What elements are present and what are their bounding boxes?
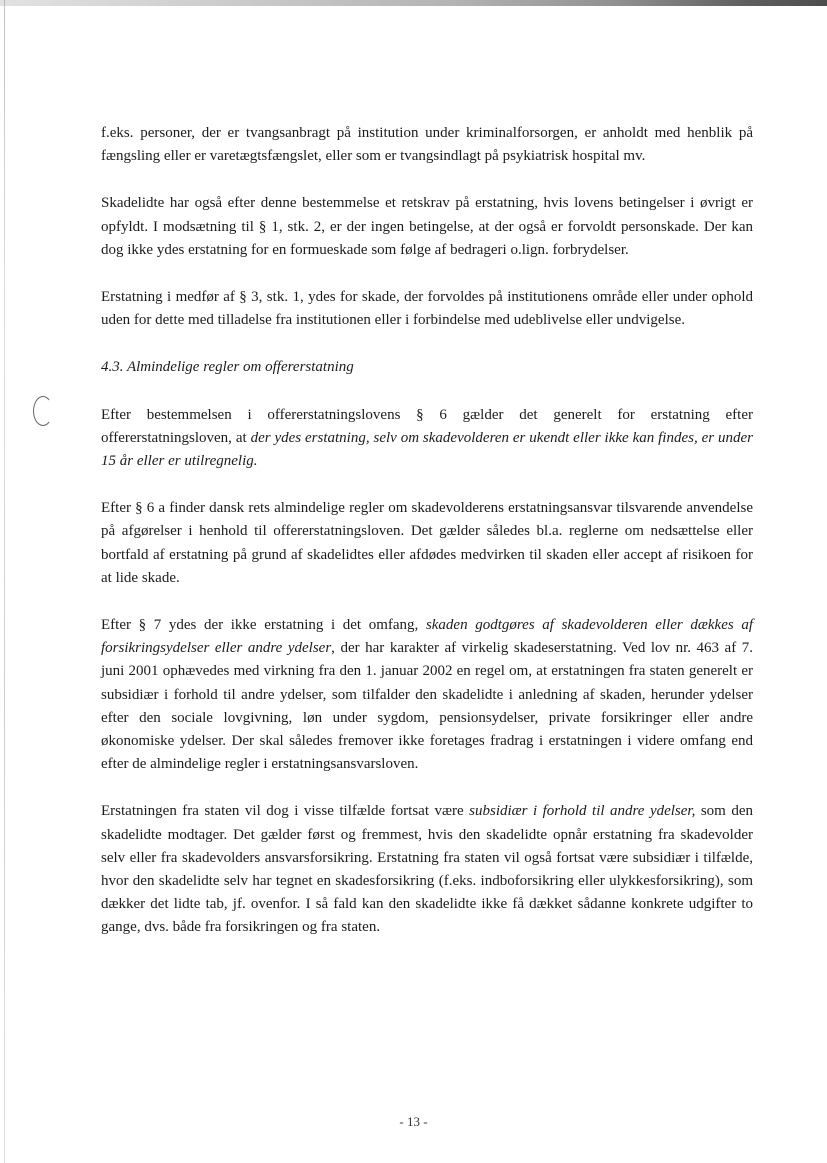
- section-heading: 4.3. Almindelige regler om offererstatning: [101, 359, 354, 376]
- paragraph-italic-text: subsidiær i forhold til andre ydelser,: [469, 803, 696, 820]
- paragraph-text: Skadelidte har også efter denne bestemmelse et retskrav på erstatning, hvis lovens betingelser i øvrigt er opfyldt. I modsætning til § 1, stk. 2, er der ingen betingelse, at der også er forvoldt personskade. Der kan dog ikke ydes erstatning for en formueskade som følge af bedrageri o.lign. forbrydelser.: [101, 195, 753, 258]
- paragraph-section-7: [101, 614, 753, 776]
- paragraph-institution-persons: [101, 122, 753, 168]
- paragraph-text: Efter § 7 ydes der ikke erstatning i det omfang,: [101, 617, 426, 634]
- page-body: [101, 122, 753, 964]
- paragraph-text: som den skadelidte modtager. Det gælder først og fremmest, hvis den skadelidte opnår erstatning fra skadevolder selv eller fra skadevolders ansvarsforsikring. Erstatning fra staten vil også fortsat være subsidiær i tilfælde, hvor den skadelidte selv har tegnet en skadesforsikring (f.eks. indboforsikring eller ulykkesforsikring), som dækker det lidte tab, jf. ovenfor. I så fald kan den skadelidte ikke få dækket sådanne konkrete udgifter to gange, dvs. både fra forsikringen og fra staten.: [101, 803, 753, 936]
- paragraph-text: f.eks. personer, der er tvangsanbragt på institution under kriminalforsorgen, er anholdt med henblik på fængsling eller er varetægtsfængslet, eller som er tvangsindlagt på psykiatrisk hospital mv.: [101, 125, 753, 165]
- punch-hole-mark: [33, 396, 53, 426]
- page-number: - 13 -: [399, 1114, 428, 1129]
- scan-edge-left: [4, 0, 5, 1163]
- paragraph-legal-claim: [101, 192, 753, 262]
- paragraph-text: Efter bestemmelsen i offererstatningslovens § 6 gælder det generelt for erstatning efter offererstatningsloven, at: [101, 406, 753, 446]
- paragraph-subsidiary-compensation: [101, 800, 753, 939]
- paragraph-section-3-damage: [101, 286, 753, 332]
- paragraph-text: Erstatning i medfør af § 3, stk. 1, ydes for skade, der forvoldes på institutionens område eller under ophold uden for dette med tilladelse fra institutionen eller i forbindelse med udeblivelse eller undvigelse.: [101, 289, 753, 329]
- paragraph-section-6: [101, 404, 753, 474]
- paragraph-text: Efter § 6 a finder dansk rets almindelige regler om skadevolderens erstatningsansvar tilsvarende anvendelse på afgørelser i henhold til offererstatningsloven. Det gælder således bl.a. reglerne om nedsættelse eller bortfald af erstatning på grund af skadelidtes eller afdødes medvirken til skaden eller accept af risikoen for at lide skade.: [101, 500, 753, 586]
- paragraph-section-6a: [101, 497, 753, 590]
- paragraph-text: Erstatningen fra staten vil dog i visse tilfælde fortsat være: [101, 803, 470, 820]
- paragraph-text: , der har karakter af virkelig skadeserstatning. Ved lov nr. 463 af 7. juni 2001 ophævedes med virkning fra den 1. januar 2002 en regel om, at erstatningen fra staten generelt er subsidiær i forhold til andre ydelser, som tilfalder den skadelidte i anledning af skaden, herunder ydelser efter den sociale lovgivning, løn under sygdom, pensionsydelser, private forsikringer eller andre økonomiske ydelser. Der skal således fremover ikke foretages fradrag i erstatningen i videre omfang end efter de almindelige regler i erstatningsansvarsloven.: [101, 640, 753, 773]
- scan-edge-top: [0, 0, 827, 6]
- paragraph-italic-text: skaden godtgøres af skadevolderen eller dækkes af forsikringsydelser eller andre ydelser: [101, 617, 754, 657]
- paragraph-italic-text: der ydes erstatning, selv om skadevolderen er ukendt eller ikke kan findes, er under 15 år eller er utilregnelig.: [101, 429, 754, 470]
